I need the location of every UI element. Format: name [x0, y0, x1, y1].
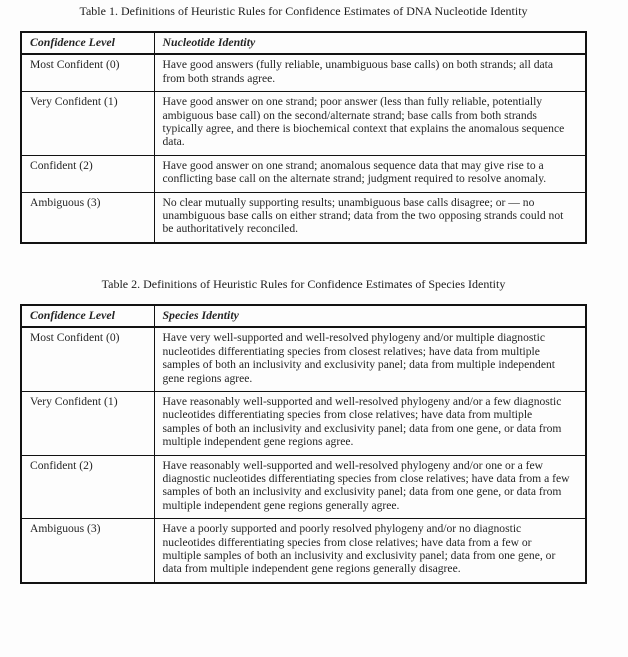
table1-section	[20, 4, 587, 244]
table-row	[21, 54, 586, 91]
definition-cell: Have good answers (fully reliable, unambiguous base calls) on both strands; all data from both strands agree.	[154, 54, 586, 91]
confidence-level-cell: Very Confident (1)	[21, 391, 154, 455]
definition-cell: Have good answer on one strand; poor answer (less than fully reliable, potentially ambiguous base call) on the second/alternate strand; base calls from both strands typically agree, and there is biochemical context that explains the anomalous sequence data.	[154, 92, 586, 156]
table-row	[21, 391, 586, 455]
table2-species-identity	[20, 304, 587, 584]
definition-cell: Have reasonably well-supported and well-resolved phylogeny and/or one or a few diagnostic nucleotides differentiating species from close relatives; have data from a few samples of both an inclusivity and exclusivity panel; data from one gene, or data from multiple independent gene regions generally agree.	[154, 455, 586, 519]
confidence-level-cell: Most Confident (0)	[21, 54, 154, 91]
definition-cell: Have a poorly supported and poorly resolved phylogeny and/or no diagnostic nucleotides differentiating species from close relatives; have data from a few or multiple samples of both an inclusivity and exclusivity panel; data from one gene, or data from multiple independent gene regions generally disagree.	[154, 519, 586, 583]
table2-header-species-identity: Species Identity	[154, 305, 586, 327]
confidence-level-cell: Most Confident (0)	[21, 327, 154, 391]
table1-caption: Table 1. Definitions of Heuristic Rules for Confidence Estimates of DNA Nucleotide Identity	[79, 4, 528, 18]
table1-header-nucleotide-identity: Nucleotide Identity	[154, 32, 586, 54]
confidence-level-cell: Confident (2)	[21, 455, 154, 519]
table-row	[21, 455, 586, 519]
definition-cell: No clear mutually supporting results; unambiguous base calls disagree; or — no unambiguous base calls on either strand; data from the two opposing strands could not be authoritatively reconciled.	[154, 192, 586, 243]
table-row	[21, 92, 586, 156]
definition-cell: Have good answer on one strand; anomalous sequence data that may give rise to a conflicting base call on the alternate strand; judgment required to resolve anomaly.	[154, 155, 586, 192]
confidence-level-cell: Ambiguous (3)	[21, 519, 154, 583]
table1-header-row	[21, 32, 586, 54]
table-row	[21, 155, 586, 192]
table-row	[21, 192, 586, 243]
definition-cell: Have very well-supported and well-resolved phylogeny and/or multiple diagnostic nucleotides differentiating species from closest relatives; have data from multiple samples of both an inclusivity and exclusivity panel; data from multiple independent gene regions agree.	[154, 327, 586, 391]
table-row	[21, 519, 586, 583]
table-row	[21, 327, 586, 391]
table1-header-confidence-level: Confidence Level	[21, 32, 154, 54]
definition-cell: Have reasonably well-supported and well-resolved phylogeny and/or a few diagnostic nucleotides differentiating species from close relatives; have data from multiple samples of both an inclusivity and exclusivity panel; data from one gene, or data from multiple independent gene regions agree.	[154, 391, 586, 455]
confidence-level-cell: Ambiguous (3)	[21, 192, 154, 243]
confidence-level-cell: Confident (2)	[21, 155, 154, 192]
confidence-level-cell: Very Confident (1)	[21, 92, 154, 156]
table1-nucleotide-identity	[20, 31, 587, 244]
table2-header-confidence-level: Confidence Level	[21, 305, 154, 327]
table2-caption: Table 2. Definitions of Heuristic Rules for Confidence Estimates of Species Identity	[101, 276, 506, 291]
table2-section	[20, 277, 587, 584]
table2-header-row	[21, 305, 586, 327]
